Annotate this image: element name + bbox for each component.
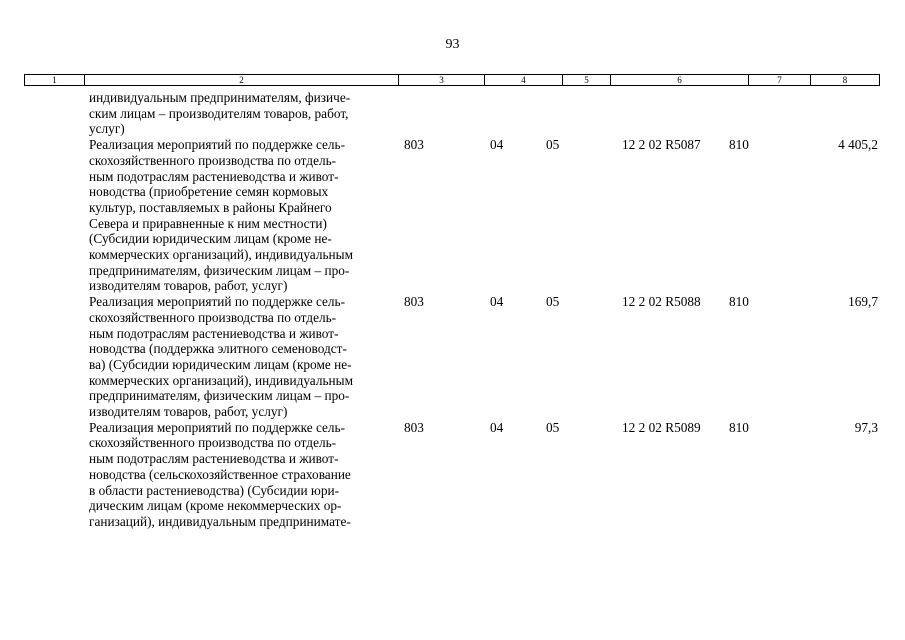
description-line: ным подотраслям растениеводства и живот- — [89, 325, 339, 341]
amount: 169,7 — [848, 294, 878, 310]
header-col-5: 5 — [563, 75, 611, 85]
ministry-code: 803 — [404, 294, 424, 310]
section-code: 04 — [490, 137, 504, 153]
description-line: скохозяйственного производства по отдель- — [89, 152, 337, 168]
continuation-line: индивидуальным предпринимателям, физиче- — [89, 90, 351, 105]
target-article-code: 12 2 02 R5088 — [622, 294, 701, 310]
description-line: ганизаций), индивидуальным предпринимате- — [89, 513, 351, 529]
header-col-4: 4 — [485, 75, 563, 85]
table-row — [0, 137, 905, 294]
header-col-8: 8 — [842, 75, 848, 85]
table-header-row — [24, 74, 880, 86]
header-col-2: 2 — [85, 75, 399, 85]
description-line: Реализация мероприятий по поддержке сель- — [89, 294, 346, 310]
description-line: изводителям товаров, работ, услуг) — [89, 404, 288, 420]
description-line: ным подотраслям растениеводства и живот- — [89, 168, 339, 184]
subsection-code: 05 — [546, 137, 560, 153]
amount: 97,3 — [854, 419, 878, 435]
description-line: культур, поставляемых в районы Крайнего — [89, 199, 332, 215]
continuation-line: ским лицам – производителям товаров, работ, — [89, 105, 349, 121]
continuation-text — [89, 90, 905, 137]
description-line: предпринимателям, физическим лицам – про- — [89, 262, 350, 278]
description-line: в области растениеводства) (Субсидии юри- — [89, 482, 340, 498]
description-line: Реализация мероприятий по поддержке сель- — [89, 137, 346, 153]
amount: 4 405,2 — [838, 137, 878, 153]
description-line: новодства (поддержка элитного семеноводст- — [89, 341, 347, 357]
ministry-code: 803 — [404, 137, 424, 153]
description-line: новодства (сельскохозяйственное страхование — [89, 466, 351, 482]
header-col-7: 7 — [749, 75, 811, 85]
header-col-3: 3 — [399, 75, 485, 85]
table-row — [0, 294, 905, 420]
row-description — [89, 137, 393, 294]
description-line: скохозяйственного производства по отдель- — [89, 309, 337, 325]
description-line: Реализация мероприятий по поддержке сель- — [89, 419, 346, 435]
description-line: (Субсидии юридическим лицам (кроме не- — [89, 231, 332, 247]
description-line: предпринимателям, физическим лицам – про- — [89, 388, 350, 404]
subsection-code: 05 — [546, 419, 560, 435]
header-col-6: 6 — [611, 75, 749, 85]
subsection-code: 05 — [546, 294, 560, 310]
expense-type-code: 810 — [729, 137, 749, 153]
continuation-line: услуг) — [89, 121, 125, 137]
description-line: скохозяйственного производства по отдель- — [89, 435, 337, 451]
table-row — [0, 420, 905, 530]
expense-type-code: 810 — [729, 294, 749, 310]
ministry-code: 803 — [404, 419, 424, 435]
description-line: ным подотраслям растениеводства и живот- — [89, 451, 339, 467]
description-line: ва) (Субсидии юридическим лицам (кроме не- — [89, 356, 352, 372]
table-body — [0, 90, 905, 530]
target-article-code: 12 2 02 R5089 — [622, 419, 701, 435]
page-number: 93 — [445, 37, 460, 52]
section-code: 04 — [490, 294, 504, 310]
description-line: Севера и приравненные к ним местности) — [89, 215, 327, 231]
row-description — [89, 294, 393, 420]
section-code: 04 — [490, 419, 504, 435]
row-description — [89, 420, 393, 530]
description-line: новодства (приобретение семян кормовых — [89, 184, 329, 200]
description-line: дическим лицам (кроме некоммерческих ор- — [89, 498, 342, 514]
expense-type-code: 810 — [729, 419, 749, 435]
description-line: коммерческих организаций), индивидуальным — [89, 372, 353, 388]
description-line: коммерческих организаций), индивидуальным — [89, 247, 353, 263]
header-col-1: 1 — [25, 75, 85, 85]
target-article-code: 12 2 02 R5087 — [622, 137, 701, 153]
description-line: изводителям товаров, работ, услуг) — [89, 278, 288, 294]
